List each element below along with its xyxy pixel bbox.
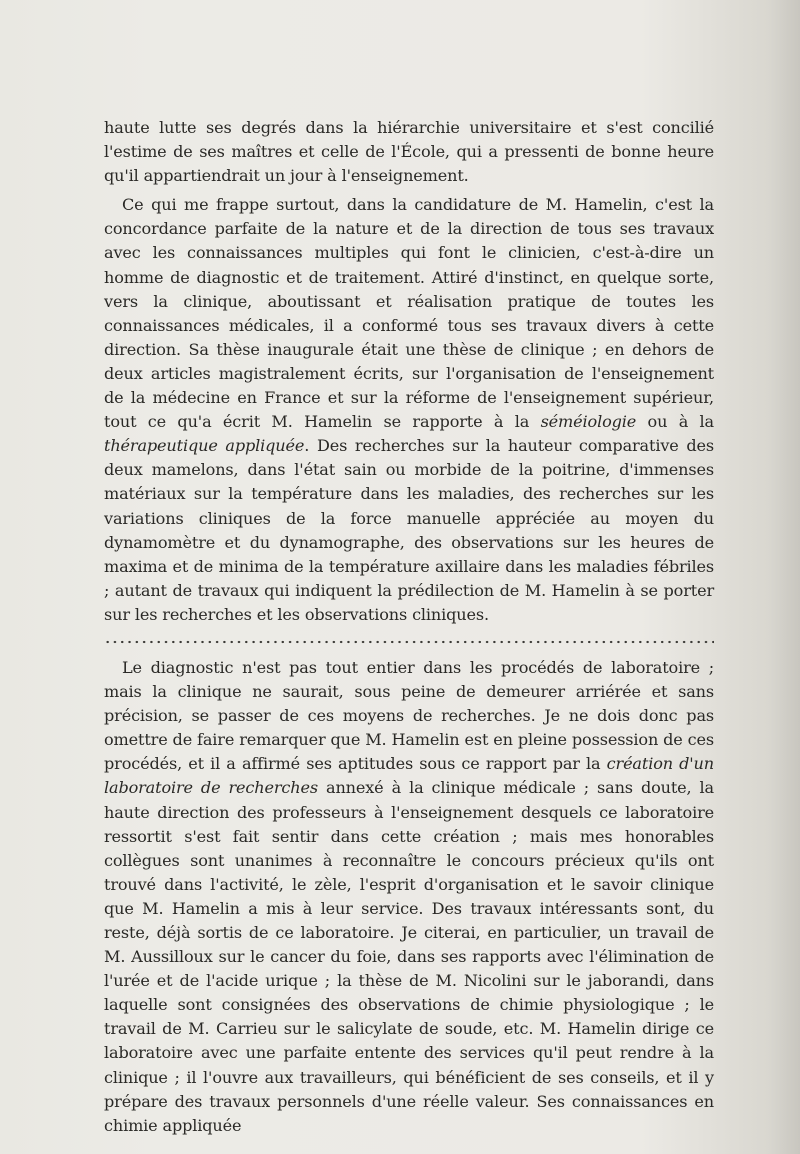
paragraph-2-text-b: ou à la (636, 412, 714, 432)
emphasis-semeiologie: séméiologie (540, 412, 637, 432)
paragraph-2-text-c: . Des recherches sur la hauteur comparative des deux mamelons, dans l'état sain ou morbide de la poitrine, d'immenses matériaux sur la température dans les maladies, des recherches sur les variations cliniques de la force manuelle appréciée au moyen du dynamomètre et du dynamographe, des observations sur les heures de maxima et de minima de la température axillaire dans les maladies fébriles ; autant de travaux qui indiquent la prédilection de M. Hamelin à se porter sur les recherches et les observations cliniques. (104, 436, 714, 624)
emphasis-therapeutique: thérapeutique appliquée (104, 436, 305, 456)
paragraph-3-text-a: Le diagnostic n'est pas tout entier dans les procédés de laboratoire ; mais la clinique ne saurait, sous peine de demeurer arriérée et sans précision, se passer de ces moyens de recherches. Je ne dois donc pas omettre de faire remarquer que M. Hamelin est en pleine possession de ces procédés, et il a affirmé ses aptitudes sous ce rapport par la (104, 657, 714, 774)
paragraph-1-text: haute lutte ses degrés dans la hiérarchie universitaire et s'est concilié l'estime de ses maîtres et celle de l'École, qui a pressenti de bonne heure qu'il appartiendrait un jour à l'enseignement. (104, 118, 714, 186)
body-text (104, 116, 714, 1138)
paragraph-3 (104, 656, 714, 1138)
emphasis-laboratoire: création d'un laboratoire de recherches (104, 754, 714, 798)
paragraph-1 (104, 116, 714, 188)
paragraph-2 (104, 193, 714, 627)
paragraph-2-text-a: Ce qui me frappe surtout, dans la candidature de M. Hamelin, c'est la concordance parfaite de la nature et de la direction de tous ses travaux avec les connaissances multiples qui font le clinicien, c'est-à-dire un homme de diagnostic et de traitement. Attiré d'instinct, en quelque sorte, vers la clinique, aboutissant et réalisation pratique de toutes les connaissances médicales, il a conformé tous ses travaux divers à cette direction. Sa thèse inaugurale était une thèse de clinique ; en dehors de deux articles magistralement écrits, sur l'organisation de l'enseignement de la médecine en France et sur la réforme de l'enseignement supérieur, tout ce qu'a écrit M. Hamelin se rapporte à la (104, 195, 714, 432)
ellipsis-separator (104, 631, 714, 651)
paragraph-3-text-b: annexé à la clinique médicale ; sans doute, la haute direction des professeurs à l'enseignement desquels ce laboratoire ressortit s'est fait sentir dans cette création ; mais mes honorables collègues sont unanimes à reconnaître le concours précieux qu'ils ont trouvé dans l'activité, le zèle, l'esprit d'organisation et le savoir clinique que M. Hamelin a mis à leur service. Des travaux intéressants sont, du reste, déjà sortis de ce laboratoire. Je citerai, en particulier, un travail de M. Aussilloux sur le cancer du foie, dans ses rapports avec l'élimination de l'urée et de l'acide urique ; la thèse de M. Nicolini sur le jaborandi, dans laquelle sont consignées des observations de chimie physiologique ; le travail de M. Carrieu sur le salicylate de soude, etc. M. Hamelin dirige ce laboratoire avec une parfaite entente des services qu'il peut rendre à la clinique ; il l'ouvre aux travailleurs, qui bénéficient de ses conseils, et il y prépare des travaux personnels d'une réelle valeur. Ses connaissances en chimie appliquée (104, 778, 714, 1135)
